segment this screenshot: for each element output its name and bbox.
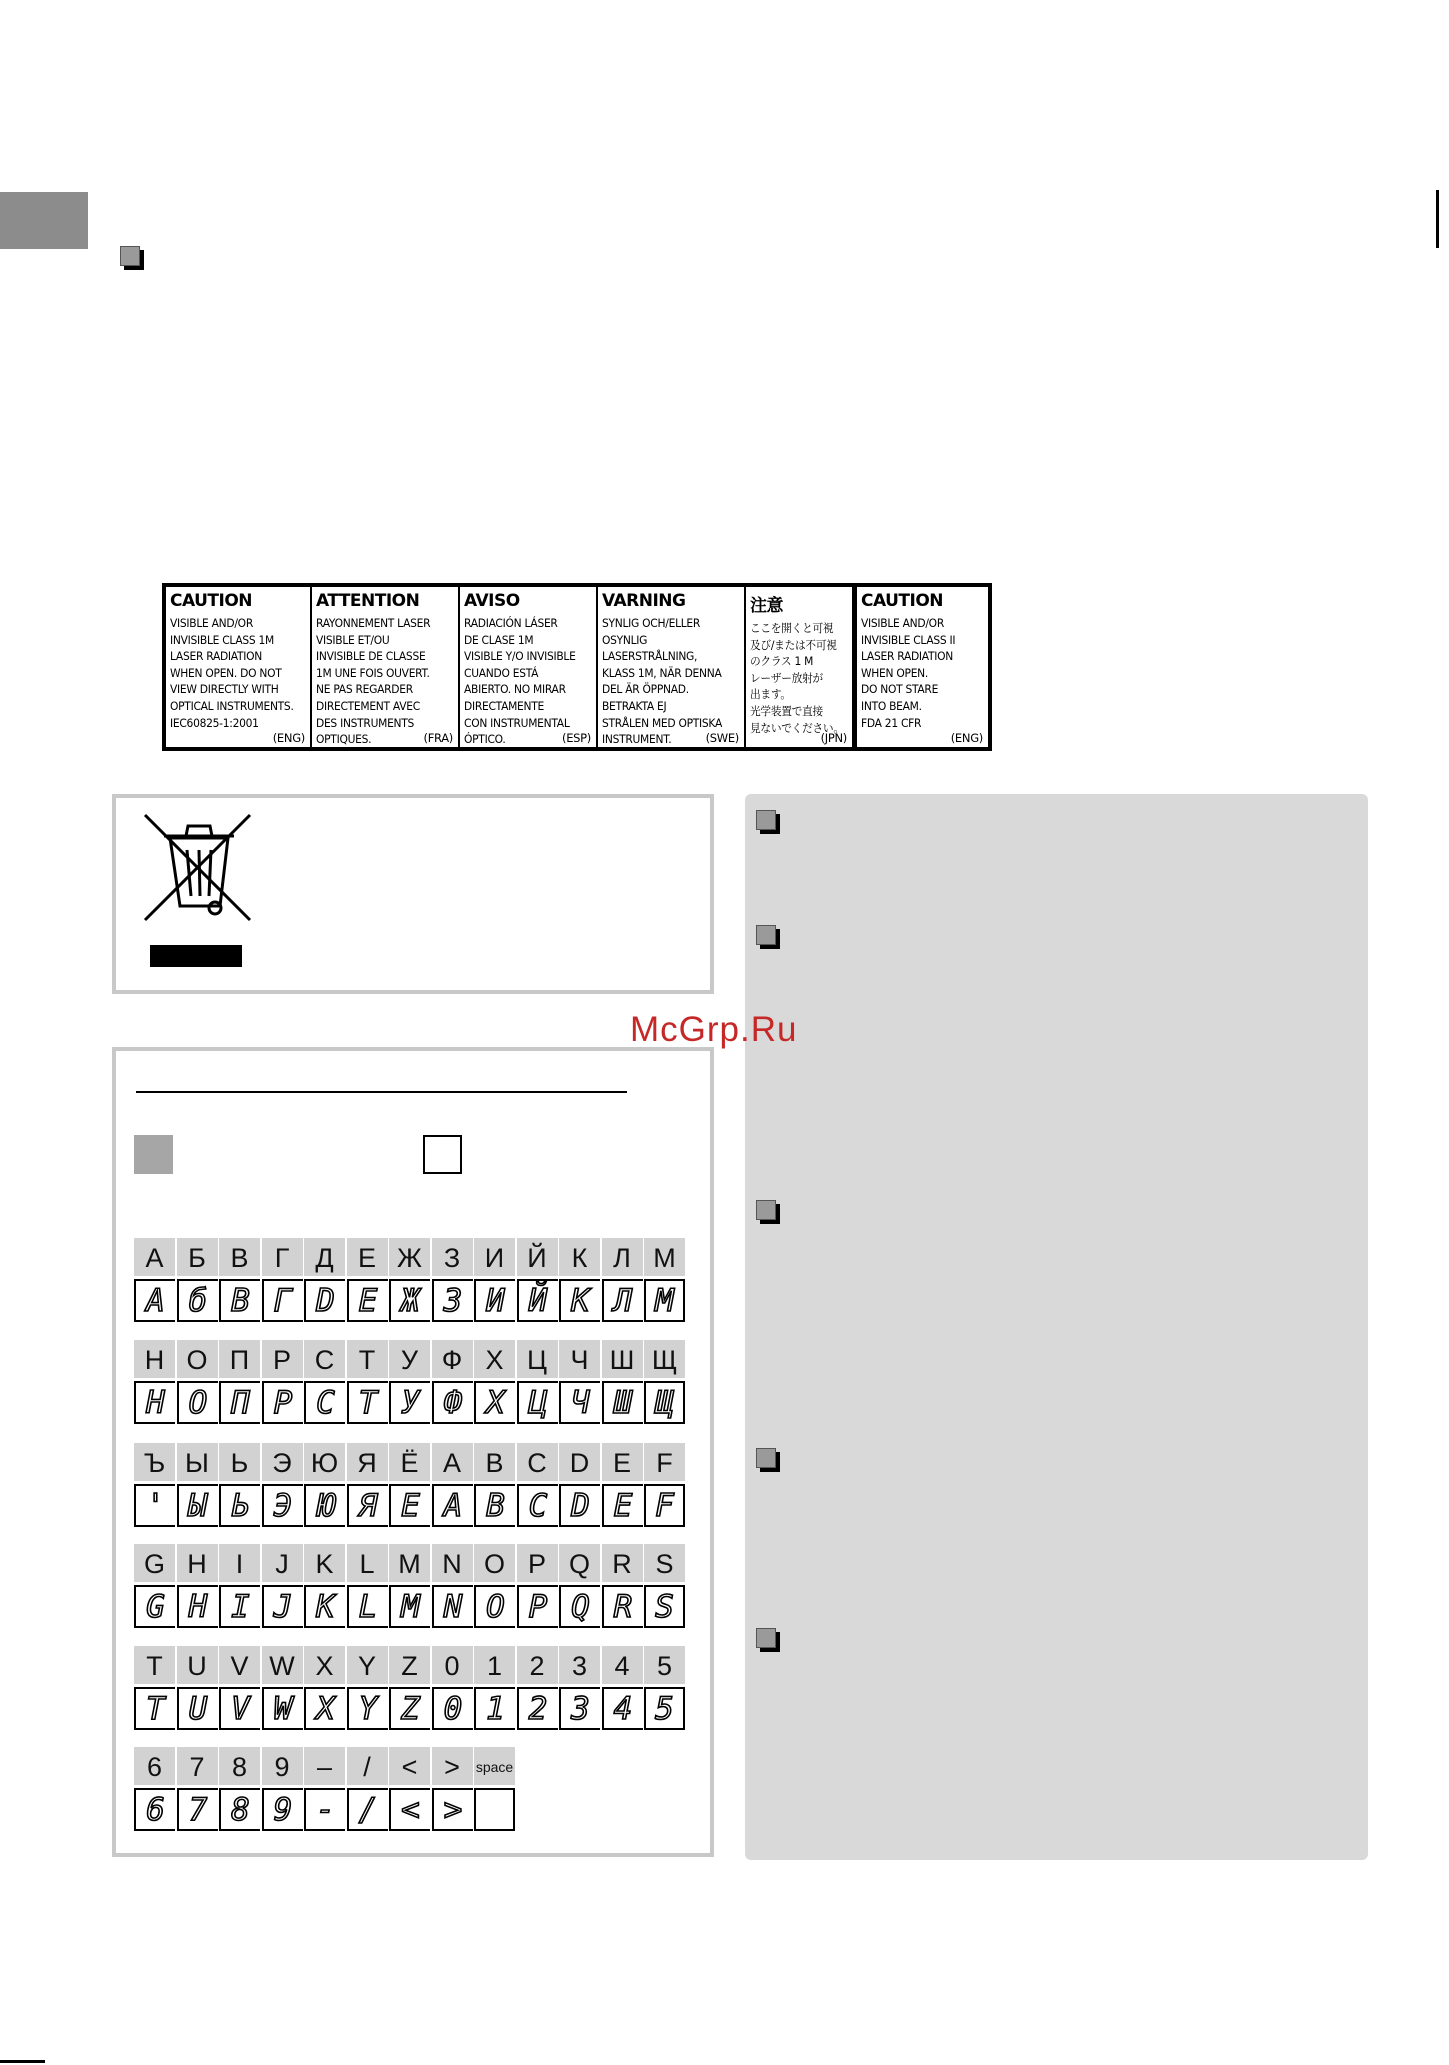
segment-display-cell: A bbox=[134, 1279, 175, 1322]
char-header-cell: Я bbox=[347, 1443, 388, 1481]
label-panel-eng bbox=[166, 587, 312, 747]
char-header-cell: > bbox=[432, 1747, 473, 1785]
segment-display-cell: / bbox=[347, 1788, 388, 1831]
segment-display-cell: X bbox=[474, 1381, 515, 1424]
segment-display-cell: 8 bbox=[219, 1788, 260, 1831]
segment-display-cell: б bbox=[177, 1279, 218, 1322]
char-header-cell: – bbox=[304, 1747, 345, 1785]
segment-display-cell: O bbox=[474, 1585, 515, 1628]
page-tab-marker bbox=[0, 192, 88, 249]
char-header-cell: T bbox=[134, 1646, 175, 1684]
char-header-row bbox=[134, 1340, 687, 1378]
char-header-row bbox=[134, 1544, 687, 1582]
char-header-cell: Т bbox=[347, 1340, 388, 1378]
segment-display-cell: Y bbox=[347, 1687, 388, 1730]
panel-bullet-icon bbox=[756, 1448, 776, 1468]
char-header-cell: Л bbox=[602, 1238, 643, 1276]
char-header-cell: И bbox=[474, 1238, 515, 1276]
segment-display-cell: P bbox=[262, 1381, 303, 1424]
char-header-cell: H bbox=[177, 1544, 218, 1582]
char-header-cell: 5 bbox=[644, 1646, 685, 1684]
segment-display-cell: 5 bbox=[644, 1687, 685, 1730]
segment-display-cell: O bbox=[177, 1381, 218, 1424]
segment-display-cell: Ж bbox=[389, 1279, 430, 1322]
label-heading: ATTENTION bbox=[316, 591, 420, 611]
segment-display-cell: E bbox=[602, 1484, 643, 1527]
segment-display-cell: 9 bbox=[262, 1788, 303, 1831]
char-header-cell: З bbox=[432, 1238, 473, 1276]
char-header-cell: O bbox=[474, 1544, 515, 1582]
char-header-cell: Ч bbox=[559, 1340, 600, 1378]
segment-display-cell: Ш bbox=[602, 1381, 643, 1424]
segment-display-cell: И bbox=[474, 1279, 515, 1322]
segment-display-cell: X bbox=[304, 1687, 345, 1730]
char-display-row bbox=[134, 1381, 687, 1424]
char-row bbox=[134, 1238, 687, 1322]
char-header-cell: F bbox=[644, 1443, 685, 1481]
legend-white-square bbox=[423, 1135, 462, 1174]
label-panel-fra bbox=[312, 587, 460, 747]
char-header-cell: N bbox=[432, 1544, 473, 1582]
laser-caution-label bbox=[162, 583, 992, 751]
segment-display-cell: C bbox=[304, 1381, 345, 1424]
label-text: VISIBLE AND/OR INVISIBLE CLASS 1M LASER RADIATION WHEN OPEN. DO NOT VIEW DIRECTLY WITH OPTICAL INSTRUMENTS. IEC60825-1:2001 bbox=[170, 616, 294, 730]
char-header-cell: space bbox=[474, 1747, 515, 1785]
label-lang-code: (ENG) bbox=[272, 731, 305, 745]
segment-display-cell: D bbox=[304, 1279, 345, 1322]
label-text: RAYONNEMENT LASER VISIBLE ET/OU INVISIBLE DE CLASSE 1M UNE FOIS OUVERT. NE PAS REGARDER DIRECTEMENT AVEC DES INSTRUMENTS OPTIQUES. bbox=[316, 616, 431, 747]
char-row bbox=[134, 1544, 687, 1628]
segment-display-cell: D bbox=[559, 1484, 600, 1527]
segment-display-cell: T bbox=[347, 1381, 388, 1424]
label-lang-code: (JPN) bbox=[820, 731, 847, 745]
segment-display-cell: 0 bbox=[432, 1687, 473, 1730]
char-header-cell: Й bbox=[517, 1238, 558, 1276]
char-row bbox=[134, 1340, 687, 1424]
char-header-cell: Н bbox=[134, 1340, 175, 1378]
char-header-cell: Ц bbox=[517, 1340, 558, 1378]
char-header-cell: Г bbox=[262, 1238, 303, 1276]
char-header-cell: Ж bbox=[389, 1238, 430, 1276]
disposal-date-bar bbox=[150, 945, 242, 967]
char-header-cell: У bbox=[389, 1340, 430, 1378]
char-display-row bbox=[134, 1687, 687, 1730]
segment-display-cell: Й bbox=[517, 1279, 558, 1322]
bottom-corner-rule bbox=[0, 2060, 45, 2063]
segment-display-cell: G bbox=[134, 1585, 175, 1628]
segment-display-cell: T bbox=[134, 1687, 175, 1730]
char-header-cell: 8 bbox=[219, 1747, 260, 1785]
legend-gray-square bbox=[134, 1135, 173, 1174]
segment-display-cell: Ц bbox=[517, 1381, 558, 1424]
char-row bbox=[134, 1747, 517, 1831]
notes-panel bbox=[745, 794, 1368, 1860]
char-header-cell: P bbox=[517, 1544, 558, 1582]
segment-display-cell: - bbox=[304, 1788, 345, 1831]
char-header-cell: E bbox=[602, 1443, 643, 1481]
char-header-row bbox=[134, 1443, 687, 1481]
char-header-cell: Ъ bbox=[134, 1443, 175, 1481]
label-panel-swe bbox=[598, 587, 746, 747]
segment-display-cell: Ы bbox=[177, 1484, 218, 1527]
right-edge-rule bbox=[1436, 190, 1439, 248]
char-header-cell: C bbox=[517, 1443, 558, 1481]
segment-display-cell: U bbox=[177, 1687, 218, 1730]
char-header-row bbox=[134, 1747, 517, 1785]
char-header-cell: U bbox=[177, 1646, 218, 1684]
label-panel-jpn bbox=[746, 587, 854, 747]
segment-display-cell: H bbox=[134, 1381, 175, 1424]
segment-display-cell: K bbox=[304, 1585, 345, 1628]
segment-display-cell: L bbox=[347, 1585, 388, 1628]
segment-display-cell: 2 bbox=[517, 1687, 558, 1730]
segment-display-cell: M bbox=[389, 1585, 430, 1628]
segment-display-cell: 3 bbox=[559, 1687, 600, 1730]
label-text: VISIBLE AND/OR INVISIBLE CLASS II LASER RADIATION WHEN OPEN. DO NOT STARE INTO BEAM. FDA 21 CFR bbox=[861, 616, 956, 730]
label-lang-code: (ENG) bbox=[950, 731, 983, 745]
label-heading: AVISO bbox=[464, 591, 520, 611]
segment-display-cell: Л bbox=[602, 1279, 643, 1322]
label-text: RADIACIÓN LÁSER DE CLASE 1M VISIBLE Y/O INVISIBLE CUANDO ESTÁ ABIERTO. NO MIRAR DIRECTAMENTE CON INSTRUMENTAL ÓPTICO. bbox=[464, 616, 576, 747]
label-lang-code: (FRA) bbox=[423, 731, 453, 745]
segment-display-cell: 4 bbox=[602, 1687, 643, 1730]
segment-display-cell: N bbox=[432, 1585, 473, 1628]
segment-display-cell: H bbox=[177, 1585, 218, 1628]
char-header-cell: Z bbox=[389, 1646, 430, 1684]
panel-bullet-icon bbox=[756, 1628, 776, 1648]
char-row bbox=[134, 1443, 687, 1527]
char-header-cell: Ш bbox=[602, 1340, 643, 1378]
char-display-row bbox=[134, 1585, 687, 1628]
segment-display-cell: V bbox=[219, 1687, 260, 1730]
segment-display-cell: R bbox=[602, 1585, 643, 1628]
char-header-cell: К bbox=[559, 1238, 600, 1276]
char-header-cell: M bbox=[389, 1544, 430, 1582]
label-lang-code: (SWE) bbox=[705, 731, 739, 745]
char-header-cell: 6 bbox=[134, 1747, 175, 1785]
panel-bullet-icon bbox=[756, 810, 776, 830]
char-header-cell: Ё bbox=[389, 1443, 430, 1481]
segment-display-cell: Ф bbox=[432, 1381, 473, 1424]
char-header-cell: V bbox=[219, 1646, 260, 1684]
char-header-cell: J bbox=[262, 1544, 303, 1582]
char-header-cell: О bbox=[177, 1340, 218, 1378]
label-text: ここを開くと可視 及び/または不可視 のクラス 1 M レーザー放射が 出ます。 光学装置で直接 見ないでください。 bbox=[750, 621, 844, 735]
watermark-text: McGrp.Ru bbox=[630, 1010, 798, 1049]
char-header-cell: 1 bbox=[474, 1646, 515, 1684]
char-header-cell: Е bbox=[347, 1238, 388, 1276]
segment-display-cell: 7 bbox=[177, 1788, 218, 1831]
segment-display-cell: B bbox=[474, 1484, 515, 1527]
segment-display-cell: 1 bbox=[474, 1687, 515, 1730]
label-heading: CAUTION bbox=[861, 591, 944, 611]
segment-display-cell: Ь bbox=[219, 1484, 260, 1527]
char-header-cell: R bbox=[602, 1544, 643, 1582]
segment-display-cell: W bbox=[262, 1687, 303, 1730]
segment-display-cell: З bbox=[432, 1279, 473, 1322]
char-header-row bbox=[134, 1238, 687, 1276]
segment-display-cell: > bbox=[432, 1788, 473, 1831]
char-header-cell: 9 bbox=[262, 1747, 303, 1785]
char-header-cell: Щ bbox=[644, 1340, 685, 1378]
panel-bullet-icon bbox=[756, 925, 776, 945]
char-header-cell: 2 bbox=[517, 1646, 558, 1684]
segment-display-cell: P bbox=[517, 1585, 558, 1628]
char-header-cell: Q bbox=[559, 1544, 600, 1582]
char-header-cell: Ы bbox=[177, 1443, 218, 1481]
char-header-cell: Ю bbox=[304, 1443, 345, 1481]
segment-display-cell: C bbox=[517, 1484, 558, 1527]
char-display-row bbox=[134, 1279, 687, 1322]
char-header-cell: K bbox=[304, 1544, 345, 1582]
char-header-cell: W bbox=[262, 1646, 303, 1684]
segment-display-cell: F bbox=[644, 1484, 685, 1527]
segment-display-cell: Г bbox=[262, 1279, 303, 1322]
segment-display-cell: Z bbox=[389, 1687, 430, 1730]
label-text: SYNLIG OCH/ELLER OSYNLIG LASERSTRÅLNING, KLASS 1M, NÄR DENNA DEL ÄR ÖPPNAD. BETRAKTA EJ STRÅLEN MED OPTISKA INSTRUMENT. bbox=[602, 616, 722, 747]
segment-display-cell: Ч bbox=[559, 1381, 600, 1424]
char-header-cell: П bbox=[219, 1340, 260, 1378]
label-heading: VARNING bbox=[602, 591, 686, 611]
char-header-cell: Б bbox=[177, 1238, 218, 1276]
char-header-cell: Э bbox=[262, 1443, 303, 1481]
char-header-cell: 3 bbox=[559, 1646, 600, 1684]
panel-bullet-icon bbox=[756, 1200, 776, 1220]
char-header-cell: B bbox=[474, 1443, 515, 1481]
char-header-cell: Р bbox=[262, 1340, 303, 1378]
char-header-cell: S bbox=[644, 1544, 685, 1582]
segment-display-cell: K bbox=[559, 1279, 600, 1322]
label-heading: CAUTION bbox=[170, 591, 253, 611]
label-lang-code: (ESP) bbox=[562, 731, 591, 745]
char-header-cell: А bbox=[134, 1238, 175, 1276]
segment-display-cell: Q bbox=[559, 1585, 600, 1628]
char-header-row bbox=[134, 1646, 687, 1684]
char-header-cell: Х bbox=[474, 1340, 515, 1378]
char-header-cell: Ф bbox=[432, 1340, 473, 1378]
segment-display-cell bbox=[474, 1788, 515, 1831]
char-header-cell: 0 bbox=[432, 1646, 473, 1684]
segment-display-cell: Я bbox=[347, 1484, 388, 1527]
char-header-cell: G bbox=[134, 1544, 175, 1582]
char-header-cell: 4 bbox=[602, 1646, 643, 1684]
char-header-cell: Ь bbox=[219, 1443, 260, 1481]
char-header-cell: 7 bbox=[177, 1747, 218, 1785]
crossed-out-wheelie-bin-icon bbox=[140, 810, 255, 925]
segment-display-cell: J bbox=[262, 1585, 303, 1628]
chart-divider-line bbox=[136, 1091, 627, 1093]
char-header-cell: В bbox=[219, 1238, 260, 1276]
segment-display-cell: ' bbox=[134, 1484, 175, 1527]
label-panel-esp bbox=[460, 587, 598, 747]
char-header-cell: X bbox=[304, 1646, 345, 1684]
char-display-row bbox=[134, 1788, 517, 1831]
segment-display-cell: S bbox=[644, 1585, 685, 1628]
segment-display-cell: П bbox=[219, 1381, 260, 1424]
segment-display-cell: I bbox=[219, 1585, 260, 1628]
char-header-cell: D bbox=[559, 1443, 600, 1481]
label-heading: 注意 bbox=[750, 596, 783, 616]
char-header-cell: L bbox=[347, 1544, 388, 1582]
char-header-cell: С bbox=[304, 1340, 345, 1378]
char-header-cell: A bbox=[432, 1443, 473, 1481]
label-panel-fda bbox=[854, 587, 988, 747]
section-bullet-icon bbox=[120, 246, 140, 266]
segment-display-cell: Ю bbox=[304, 1484, 345, 1527]
segment-display-cell: < bbox=[389, 1788, 430, 1831]
char-header-cell: Y bbox=[347, 1646, 388, 1684]
segment-display-cell: Э bbox=[262, 1484, 303, 1527]
segment-display-cell: M bbox=[644, 1279, 685, 1322]
char-row bbox=[134, 1646, 687, 1730]
segment-display-cell: У bbox=[389, 1381, 430, 1424]
char-header-cell: I bbox=[219, 1544, 260, 1582]
segment-display-cell: A bbox=[432, 1484, 473, 1527]
segment-display-cell: 6 bbox=[134, 1788, 175, 1831]
char-header-cell: < bbox=[389, 1747, 430, 1785]
segment-display-cell: E bbox=[347, 1279, 388, 1322]
char-header-cell: / bbox=[347, 1747, 388, 1785]
segment-display-cell: E bbox=[389, 1484, 430, 1527]
char-header-cell: Д bbox=[304, 1238, 345, 1276]
char-header-cell: М bbox=[644, 1238, 685, 1276]
segment-display-cell: B bbox=[219, 1279, 260, 1322]
segment-display-cell: Щ bbox=[644, 1381, 685, 1424]
char-display-row bbox=[134, 1484, 687, 1527]
